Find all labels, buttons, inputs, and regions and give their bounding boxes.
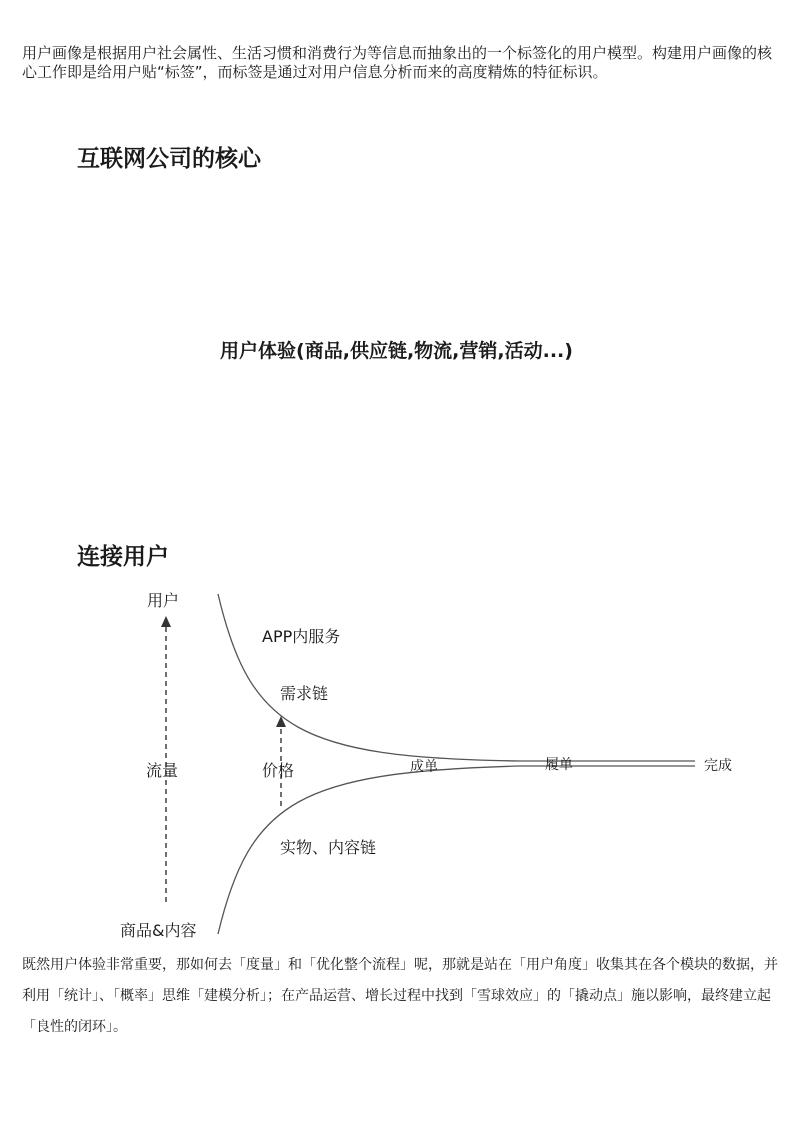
label-goods-content: 商品&内容: [120, 921, 197, 940]
outro-paragraph: 既然用户体验非常重要，那如何去「度量」和「优化整个流程」呢，那就是站在「用户角度」收集其在各个模块的数据，并利用「统计」、「概率」思维「建模分析」；在产品运营、增长过程中找到「雪球效应」的「撬动点」施以影响，最终建立起「良性的闭环」。: [22, 957, 778, 1035]
label-fulfill: 履单: [545, 757, 573, 773]
label-app-service: APP内服务: [262, 627, 341, 646]
label-price: 价格: [262, 761, 295, 780]
label-complete: 完成: [704, 758, 732, 774]
diagram-lines: [0, 580, 793, 940]
upper-curve: [218, 594, 695, 761]
label-deal: 成单: [410, 759, 438, 775]
label-traffic: 流量: [146, 761, 179, 780]
connect-users-diagram: [0, 580, 793, 940]
user-experience-line: 用户体验(商品,供应链,物流,营销,活动...): [220, 340, 573, 362]
section-heading-internet-core: 互联网公司的核心: [77, 146, 261, 172]
intro-paragraph: 用户画像是根据用户社会属性、生活习惯和消费行为等信息而抽象出的一个标签化的用户模型。构建用户画像的核心工作即是给用户贴“标签”，而标签是通过对用户信息分析而来的高度精炼的特征标识。: [22, 44, 773, 81]
label-demand-chain: 需求链: [280, 684, 329, 703]
traffic-arrowhead: [161, 616, 171, 627]
label-user: 用户: [147, 591, 180, 610]
label-goods-chain: 实物、内容链: [280, 838, 377, 857]
section-heading-connect-users: 连接用户: [77, 544, 169, 570]
